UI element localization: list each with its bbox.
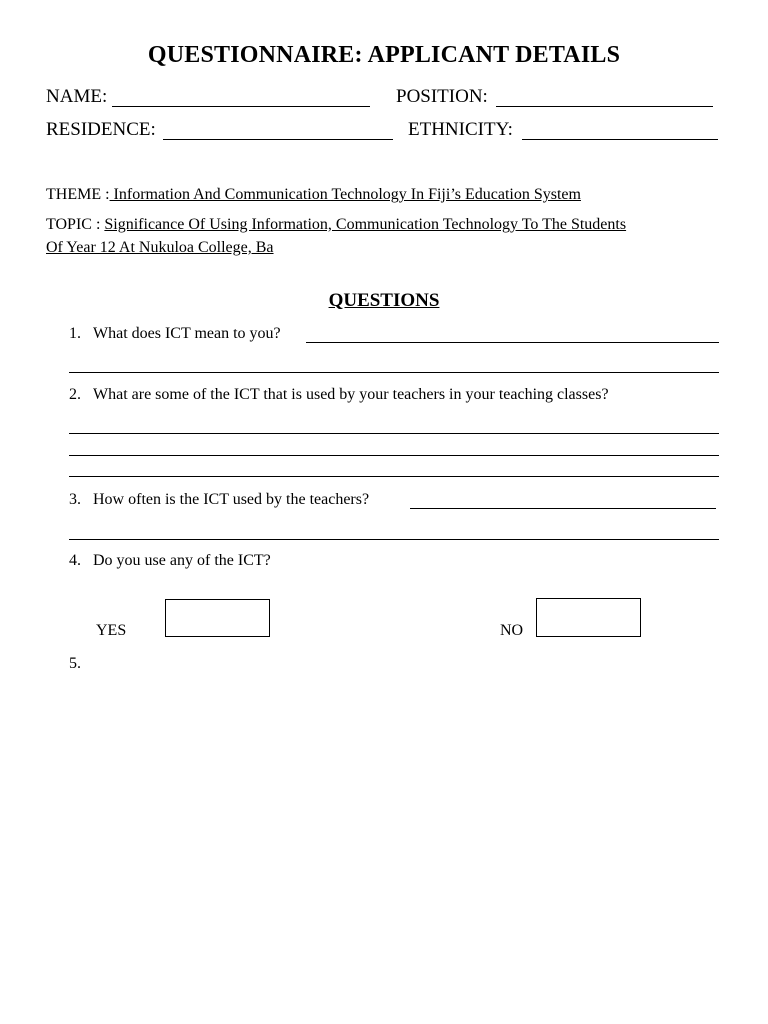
ethnicity-label: ETHNICITY:	[408, 119, 513, 140]
theme-value: Information And Communication Technology In Fiji’s Education System	[109, 186, 581, 203]
topic-value-line2: Of Year 12 At Nukuloa College, Ba	[46, 239, 274, 256]
answer-line[interactable]	[410, 508, 716, 509]
residence-field[interactable]	[163, 139, 393, 140]
topic-line-2	[46, 239, 274, 257]
question-text: What are some of the ICT that is used by your teachers in your teaching classes?	[93, 386, 609, 403]
name-label: NAME:	[46, 86, 108, 107]
ethnicity-field[interactable]	[522, 139, 718, 140]
question-number: 2.	[69, 386, 81, 403]
question-number: 3.	[69, 491, 81, 508]
theme-line	[46, 186, 581, 204]
question-text: Do you use any of the ICT?	[93, 552, 271, 569]
topic-label: TOPIC :	[46, 216, 105, 233]
page-title: QUESTIONNAIRE: APPLICANT DETAILS	[147, 42, 621, 68]
answer-line[interactable]	[69, 433, 719, 434]
yes-label: YES	[96, 622, 127, 639]
name-field[interactable]	[112, 106, 370, 107]
answer-line[interactable]	[69, 455, 719, 456]
question-number: 4.	[69, 552, 81, 569]
question-number: 5.	[69, 655, 81, 672]
topic-value-line1: Significance Of Using Information, Communication Technology To The Students	[104, 216, 627, 233]
yes-checkbox[interactable]	[165, 599, 270, 637]
question-text: How often is the ICT used by the teachers?	[93, 491, 370, 508]
answer-line[interactable]	[69, 476, 719, 477]
residence-label: RESIDENCE:	[46, 119, 156, 140]
topic-line	[46, 216, 626, 234]
position-label: POSITION:	[396, 86, 488, 107]
no-checkbox[interactable]	[536, 598, 641, 637]
answer-line[interactable]	[69, 539, 719, 540]
position-field[interactable]	[496, 106, 713, 107]
no-label: NO	[500, 622, 524, 639]
answer-line[interactable]	[306, 342, 719, 343]
theme-label: THEME :	[46, 186, 110, 203]
questions-heading: QUESTIONS	[328, 290, 440, 311]
question-text: What does ICT mean to you?	[93, 325, 281, 342]
question-number: 1.	[69, 325, 81, 342]
answer-line[interactable]	[69, 372, 719, 373]
